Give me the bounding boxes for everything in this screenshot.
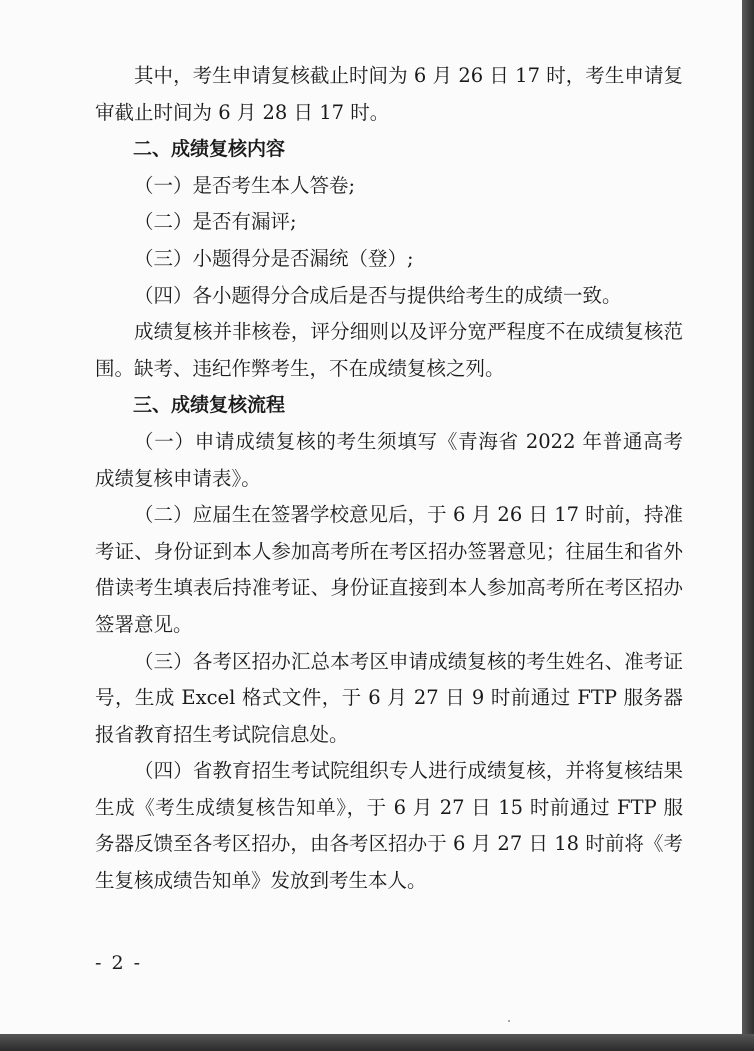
scan-edge-right (742, 0, 754, 1051)
document-body (95, 58, 683, 900)
process-step-1: （一）申请成绩复核的考生须填写《青海省 2022 年普通高考成绩复核申请表》。 (95, 429, 683, 490)
section-heading-review-process: 三、成绩复核流程 (133, 394, 286, 417)
section-heading-review-content: 二、成绩复核内容 (133, 138, 286, 161)
process-step-2: （二）应届生在签署学校意见后，于 6 月 26 日 17 时前，持准考证、身份证到本人参加高考所在考区招办签署意见；往届生和省外借读考生填表后持准考证、身份证直接到本人参加高考所在考区招办签署意见。 (95, 503, 683, 636)
process-step-4: （四）省教育招生考试院组织专人进行成绩复核，并将复核结果生成《考生成绩复核告知单》，于 6 月 27 日 15 时前通过 FTP 服务器反馈至各考区招办，由各考区招办于 6 月 27 日 18 时前将《考生复核成绩告知单》发放到考生本人。 (95, 759, 683, 893)
list-item-own-answer: （一）是否考生本人答卷; (134, 173, 356, 197)
paragraph-review-scope: 成绩复核并非核卷，评分细则以及评分宽严程度不在成绩复核范围。缺考、违纪作弊考生，不在成绩复核之列。 (95, 320, 683, 380)
paragraph-deadline: 其中，考生申请复核截止时间为 6 月 26 日 17 时，考生申请复审截止时间为 6 月 28 日 17 时。 (95, 64, 683, 124)
page-number: - 2 - (95, 952, 143, 974)
scan-edge-bottom (0, 1034, 754, 1051)
list-item-score-consistency: （四）各小题得分合成后是否与提供给考生的成绩一致。 (134, 283, 622, 307)
list-item-missed-grading: （二）是否有漏评; (134, 210, 297, 234)
list-item-missed-tally: （三）小题得分是否漏统（登）; (134, 246, 414, 270)
scan-artifact (508, 1020, 510, 1022)
process-step-3: （三）各考区招办汇总本考区申请成绩复核的考生姓名、准考证号，生成 Excel 格式文件，于 6 月 27 日 9 时前通过 FTP 服务器报省教育招生考试院信息处。 (95, 649, 683, 746)
